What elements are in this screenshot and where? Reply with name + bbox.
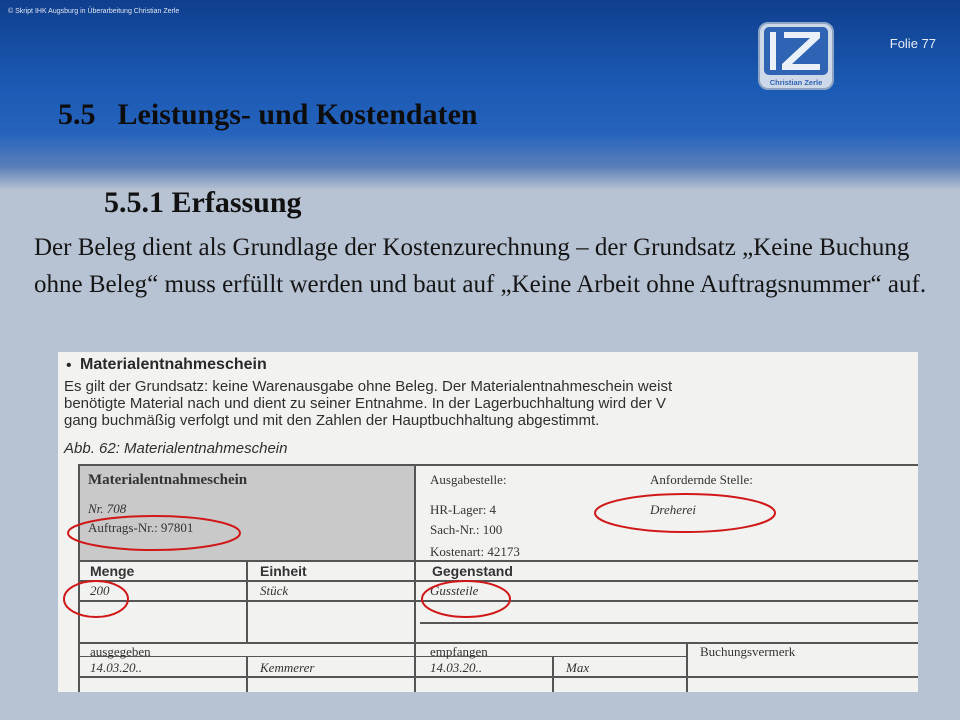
scan-heading: Materialentnahmeschein xyxy=(80,356,267,373)
form-anfordernde-label: Anfordernde Stelle: xyxy=(650,472,753,487)
form-nr: Nr. 708 xyxy=(88,501,127,516)
title-number: 5.5 xyxy=(58,98,96,131)
svg-text:Christian Zerle: Christian Zerle xyxy=(769,78,823,87)
logo-icon xyxy=(758,22,834,90)
highlight-menge xyxy=(64,581,128,617)
value-menge: 200 xyxy=(90,583,110,598)
value-einheit: Stück xyxy=(260,583,289,598)
section-subtitle xyxy=(104,186,302,220)
form-hr-lager: HR-Lager: 4 xyxy=(430,502,497,517)
subtitle-number: 5.5.1 xyxy=(104,186,164,219)
subtitle-text: Erfassung xyxy=(171,186,302,219)
title-text: Leistungs- und Kostendaten xyxy=(117,98,478,131)
annotation-overlay xyxy=(58,352,918,692)
form-sach-nr: Sach-Nr.: 100 xyxy=(430,522,503,537)
value-gegenstand: Gussteile xyxy=(430,583,479,598)
ausgegeben-name: Kemmerer xyxy=(260,660,315,675)
body-paragraph: Der Beleg dient als Grundlage der Kostenzurechnung – der Grundsatz „Keine Buchung ohne Beleg“ muss erfüllt werden und baut auf „Keine Arbeit ohne Auftragsnummer“ auf. xyxy=(34,234,927,298)
ausgegeben-label: ausgegeben xyxy=(90,644,151,659)
scan-paragraph-line: gang buchmäßig verfolgt und mit den Zahlen der Hauptbuchhaltung abgestimmt. xyxy=(64,412,600,429)
scan-paragraph-line: benötigte Material nach und dient zu seiner Entnahme. In der Lagerbuchhaltung wird der V xyxy=(64,395,667,412)
figure-caption: Abb. 62: Materialentnahmeschein xyxy=(64,440,288,457)
scan-bullet: • xyxy=(66,357,72,374)
highlight-auftrags-nr xyxy=(68,516,240,550)
form-anfordernde-value: Dreherei xyxy=(650,502,696,517)
form-ausgabestelle-label: Ausgabestelle: xyxy=(430,472,507,487)
empfangen-date: 14.03.20.. xyxy=(430,660,482,675)
empfangen-label: empfangen xyxy=(430,644,488,659)
slide-title xyxy=(58,98,478,132)
scan-paragraph-line: Es gilt der Grundsatz: keine Warenausgabe ohne Beleg. Der Materialentnahmeschein weist xyxy=(64,378,673,395)
scanned-document xyxy=(58,352,918,692)
col-gegenstand: Gegenstand xyxy=(432,563,513,579)
form-auftrags-nr: Auftrags-Nr.: 97801 xyxy=(88,520,194,535)
form-kostenart: Kostenart: 42173 xyxy=(430,544,520,559)
highlight-dreherei xyxy=(595,494,775,532)
buchungsvermerk-label: Buchungsvermerk xyxy=(700,644,796,659)
empfangen-name: Max xyxy=(566,660,590,675)
highlight-gussteile xyxy=(422,581,510,617)
copyright-note: © Skript IHK Augsburg in Überarbeitung Christian Zerle xyxy=(8,8,180,15)
form-title: Materialentnahmeschein xyxy=(88,472,248,488)
col-einheit: Einheit xyxy=(260,563,307,579)
slide-number: Folie 77 xyxy=(889,36,936,51)
col-menge: Menge xyxy=(90,563,135,579)
ausgegeben-date: 14.03.20.. xyxy=(90,660,142,675)
